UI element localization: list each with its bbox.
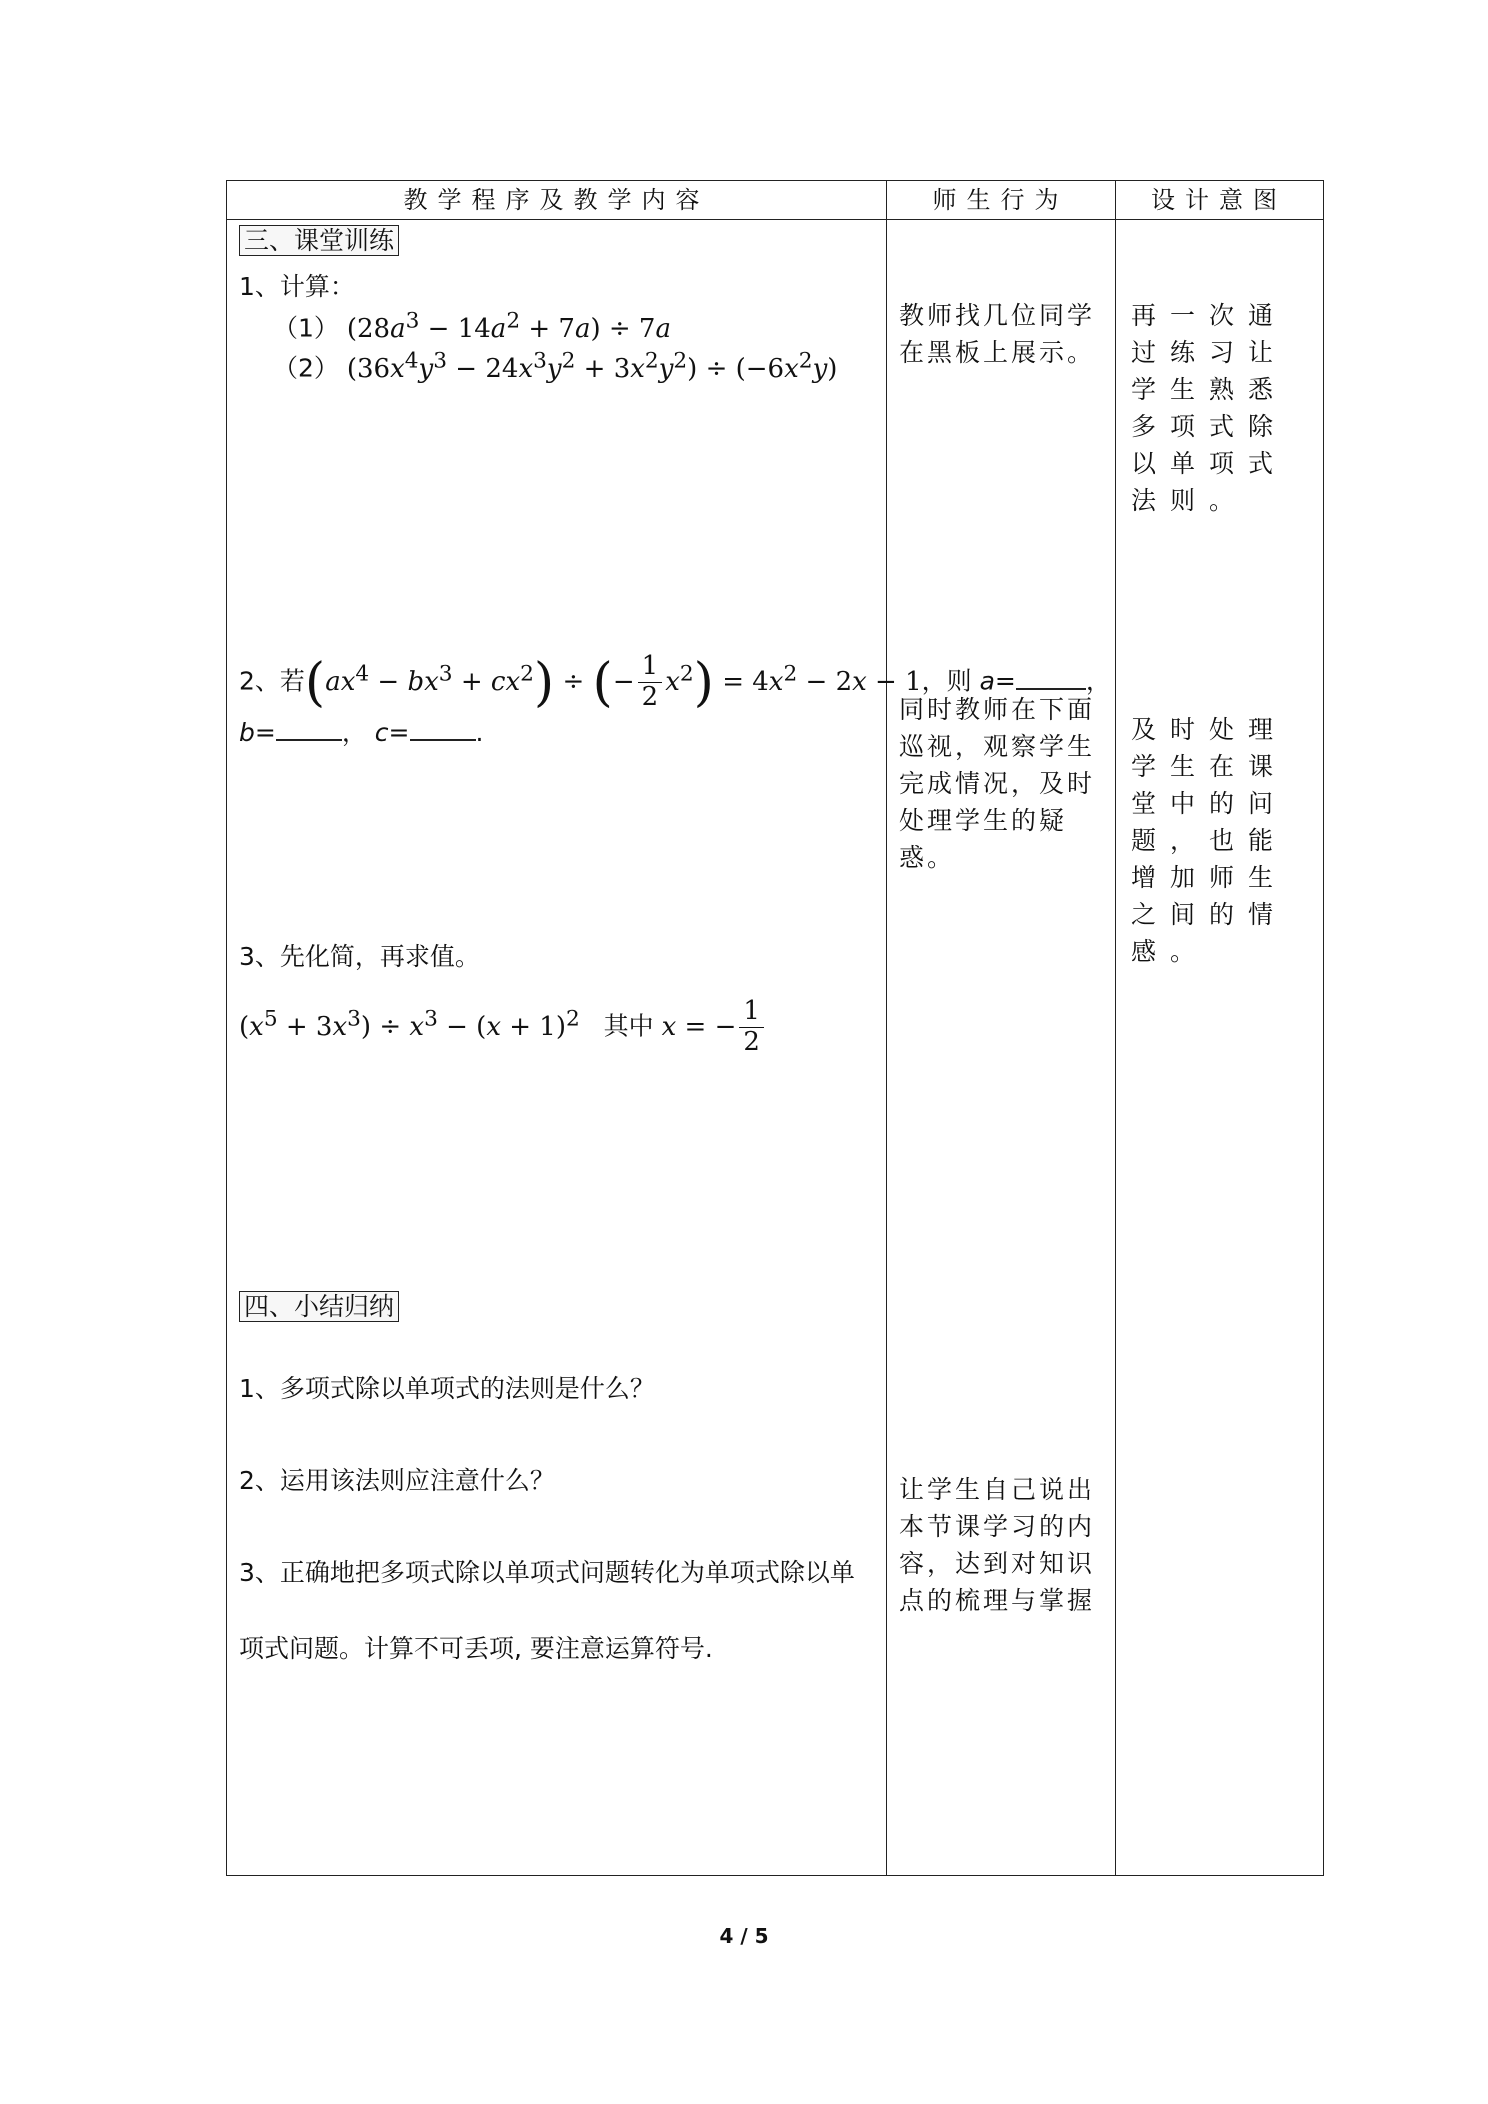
header-content: 教学程序及教学内容 (403, 186, 710, 214)
behavior-text: 让学生自己说出本节课学习的内容，达到对知识点的梳理与掌握 (899, 1475, 1096, 1615)
q2-c-blank[interactable] (410, 713, 476, 741)
behavior-text: 教师找几位同学在黑板上展示。 (899, 301, 1096, 367)
section3-title: 三、课堂训练 (239, 225, 399, 256)
q1-part1 (273, 303, 671, 347)
q2-a-blank[interactable] (1016, 662, 1086, 690)
q2-label: 2、若 (239, 666, 305, 696)
section-title (239, 1289, 399, 1325)
q3-where: 其中 (603, 1011, 654, 1041)
q1-part1-expression: $(28a^3 - 14a^2 + 7a) \div 7a$ (346, 308, 671, 344)
header-behavior: 师生行为 (932, 186, 1069, 214)
section4-title: 四、小结归纳 (239, 1291, 399, 1322)
q2-tail: ，则 (921, 666, 972, 696)
summary-item: 3、正确地把多项式除以单项式问题转化为单项式除以单 (239, 1558, 855, 1587)
q3-expression: $(x^5 + 3x^3) \div x^3 - (x + 1)^2$ (239, 1006, 580, 1042)
header-intent: 设计意图 (1151, 186, 1287, 214)
intent-text: 再一次通过练习让学生熟悉多项式除以单项式法则。 (1131, 301, 1288, 515)
q1-part1-label: （1） (273, 313, 339, 343)
lesson-table (226, 180, 1324, 1876)
summary-item: 项式问题。计算不可丢项, 要注意运算符号. (239, 1634, 713, 1663)
q2-line2 (239, 713, 483, 751)
summary-item: 1、多项式除以单项式的法则是什么？ (239, 1374, 655, 1403)
q1-part2 (273, 343, 837, 387)
column-divider (1115, 181, 1116, 1875)
q2-b-label: b= (239, 718, 276, 747)
q3-label: 3、先化简，再求值。 (239, 942, 480, 971)
behavior-text: 同时教师在下面巡视，观察学生完成情况，及时处理学生的疑惑。 (899, 695, 1096, 872)
summary-item: 2、运用该法则应注意什么？ (239, 1466, 555, 1495)
q1-label: 1、计算： (239, 272, 355, 301)
q3-expression-line (239, 983, 767, 1063)
q2-expression: $(ax^4 - bx^3 + cx^2)$ ÷ (− $\frac{1}{2}$ $x^2) = 4x^2 - 2x - 1$ (304, 651, 922, 713)
q1-part2-label: （2） (273, 353, 339, 383)
q2-a-label: a= (979, 666, 1016, 696)
page-number: 4 / 5 (719, 1924, 769, 1948)
q2-b-blank[interactable] (276, 713, 342, 741)
q2-end: . (475, 718, 484, 747)
intent-text: 及时处理学生在课堂中的问题，也能增加师生之间的情感。 (1131, 715, 1288, 966)
q3-condition: x = − $\frac{1}{2}$ (662, 1012, 767, 1042)
header-divider (227, 219, 1323, 220)
q1-part2-expression: $(36x^4y^3 - 24x^3y^2 + 3x^2y^2) \div (-6x^2y)$ (346, 348, 838, 384)
column-divider (886, 181, 887, 1875)
q2-sep: ， (1085, 666, 1111, 696)
q2-c-label: c= (374, 718, 410, 747)
section-title (239, 223, 399, 259)
q2-sep2: ， (341, 718, 367, 747)
